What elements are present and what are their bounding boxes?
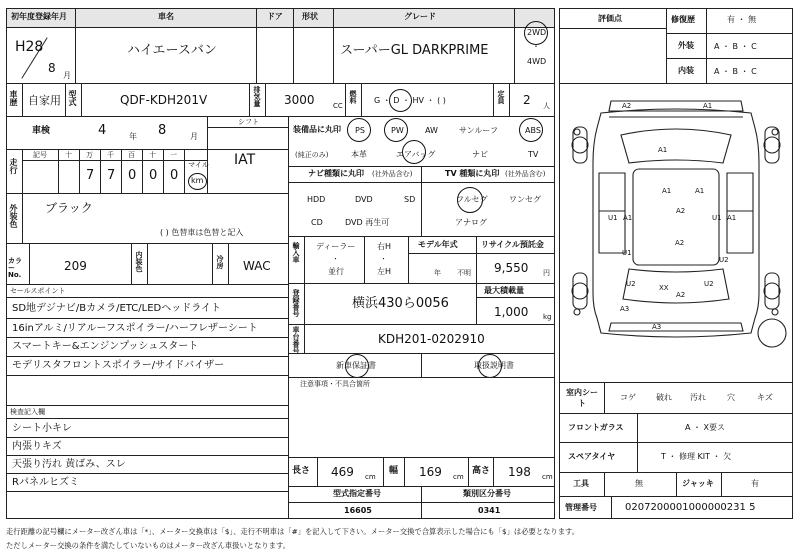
class-number-value: 0341 (478, 506, 501, 515)
load-label: 最大積載量 (484, 286, 524, 295)
diagram-label-9: U1 (712, 214, 722, 222)
inspection-year: 4 (98, 123, 107, 138)
mileage-unit-4: 百 (128, 151, 135, 159)
displacement-unit: CC (333, 102, 343, 110)
registration-label: 登録番号 (292, 289, 300, 317)
new-car-warranty: 新車保証書 (336, 361, 376, 370)
sales-point-1: SD地デジナビ/Bカメラ/ETC/LEDヘッドライト (12, 303, 221, 314)
spare-label: スペアタイヤ (568, 452, 616, 461)
drive-2wd: 2WD (527, 28, 547, 37)
navi-sub: (社外品含む) (372, 170, 413, 178)
color-no-label: カラーNo. (8, 257, 22, 279)
car-diagram (559, 83, 793, 383)
navi-cd: CD (311, 218, 323, 227)
equip-aw: AW (425, 126, 438, 135)
equip-sunroof: サンルーフ (459, 126, 498, 135)
color-value: ブラック (45, 201, 93, 215)
interior-color-label: 内装色 (135, 251, 143, 272)
mileage-digit-4: 0 (128, 168, 137, 183)
mileage-digit-6: 0 (170, 168, 179, 183)
import-left: 左H (377, 267, 392, 276)
import-parallel: 並行 (328, 267, 344, 276)
height-unit: cm (542, 473, 553, 481)
recycle-label: リサイクル預託金 (481, 240, 544, 249)
mileage-unit-3: 千 (107, 151, 114, 159)
jack-value: 有 (751, 479, 759, 488)
month-value: 8 (48, 61, 56, 75)
shift-label: シフト (238, 118, 259, 126)
navi-hdd: HDD (307, 195, 326, 204)
equip-ps: PS (355, 126, 365, 135)
footer-line-2: ただしメーター交換の条件を満たしていないものはメーター改ざん車扱いとなります。 (6, 541, 290, 550)
seat-item-2: 破れ (656, 393, 672, 402)
height-value: 198 (508, 465, 531, 479)
navi-sd: SD (404, 195, 416, 204)
height-label: 高さ (472, 466, 491, 476)
equip-tv: TV (528, 150, 539, 159)
navi-dvd-play: DVD 再生可 (345, 218, 390, 227)
equip-ps-circle (347, 118, 371, 142)
equip-leather: 本革 (351, 150, 367, 159)
grade-value: スーパーGL DARKPRIME (340, 43, 489, 58)
capacity-label: 定員 (497, 90, 505, 104)
inspector-item-1: シート小キレ (12, 423, 72, 434)
diagram-label-6: U1 (608, 214, 618, 222)
score-label: 評価点 (598, 14, 622, 23)
width-value: 169 (419, 465, 442, 479)
windshield-label: フロントガラス (568, 423, 624, 432)
usage-label: 車歴 (9, 90, 18, 106)
cooler-value: WAC (243, 259, 271, 273)
import-dealer: ディーラー (316, 242, 356, 251)
length-value: 469 (331, 465, 354, 479)
notes-block (288, 377, 555, 458)
capacity-value: 2 (523, 93, 531, 107)
sales-point-3: スマートキー&エンジンプッシュスタート (12, 341, 199, 352)
displacement-label: 排気量 (253, 86, 261, 107)
inspector-item-3: 天張り汚れ 黄ばみ、スレ (12, 459, 126, 470)
drive-4wd: 4WD (527, 57, 547, 66)
color-note: ( ) 色替車は色替と記入 (160, 228, 244, 237)
class-number-label: 類別区分番号 (463, 489, 511, 498)
sales-points-label: セールスポイント (10, 287, 66, 295)
tv-label: TV 種類に丸印 (445, 169, 500, 178)
equip-navi: ナビ (472, 150, 488, 159)
car-name-value: ハイエースバン (127, 43, 217, 58)
fuel-options: G ・ D ・ HV ・ ( ) (374, 96, 446, 105)
repair-options: 有 ・ 無 (727, 15, 757, 24)
diagram-label-5: A1 (695, 187, 705, 195)
management-value: 0207200001000000231 5 (625, 502, 756, 513)
model-year-value: 不明 (457, 269, 471, 277)
equip-pw-circle (384, 118, 408, 142)
diagram-label-10: A1 (727, 214, 737, 222)
footer-line-1: 走行距離の記号欄にメーター改ざん車は「*」、メーター交換車は「$」、走行不明車は「#」を記入して下さい。メーター交換で合算表示した場合にも「$」は必要となります。 (6, 527, 580, 536)
shape-label: 形状 (302, 12, 318, 21)
model-value: QDF-KDH201V (120, 93, 208, 107)
mileage-sign-label: 記号 (33, 151, 47, 159)
mileage-digit-3: 7 (107, 168, 116, 183)
cooler-label: 冷房 (216, 255, 224, 269)
chassis-value: KDH201-0202910 (378, 332, 485, 346)
exterior-label: 外装 (678, 41, 694, 50)
fuel-d-circle (389, 89, 412, 112)
seat-label: 室内シート (566, 388, 598, 408)
tools-label: 工具 (573, 479, 589, 488)
owners-manual: 取扱説明書 (474, 361, 514, 370)
mileage-unit-1: 十 (65, 151, 72, 159)
diagram-label-13: U2 (719, 256, 729, 264)
diagram-label-16: U2 (704, 280, 714, 288)
import-dot-2: ・ (380, 255, 387, 263)
tools-value: 無 (635, 479, 643, 488)
inspector-item-2: 内張りキズ (12, 441, 62, 452)
diagram-label-14: XX (659, 284, 669, 292)
km-label: km (191, 176, 204, 185)
spare-value: T ・ 修理 KIT ・ 欠 (661, 452, 732, 461)
diagram-label-3: A1 (658, 146, 668, 154)
equip-airbag-circle (402, 140, 426, 164)
registration-value: 横浜430ら0056 (352, 296, 449, 311)
inspection-month: 8 (158, 123, 167, 138)
color-label: 外装色 (9, 204, 18, 228)
mile-label: マイル (188, 161, 209, 169)
length-label: 長さ (292, 466, 311, 476)
diagram-label-19: A3 (652, 323, 662, 331)
year-label: 初年度登録年月 (11, 12, 67, 21)
recycle-unit: 円 (543, 269, 550, 277)
capacity-unit: 人 (543, 102, 550, 110)
tv-fullseg-circle (457, 187, 483, 213)
diagram-label-12: A2 (675, 239, 685, 247)
width-unit: cm (453, 473, 464, 481)
month-unit: 月 (63, 71, 71, 80)
type-designation-value: 16605 (344, 506, 372, 515)
chassis-label: 車台番号 (292, 326, 300, 354)
seat-item-4: 穴 (727, 393, 735, 402)
load-value: 1,000 (494, 305, 529, 319)
diagram-label-1: A2 (622, 102, 632, 110)
inspection-year-unit: 年 (129, 132, 137, 141)
mileage-digit-5: 0 (149, 168, 158, 183)
drive-dot: ・ (532, 42, 540, 51)
inspector-label: 検査記入欄 (10, 408, 45, 416)
inspection-label: 車検 (32, 126, 51, 136)
year-value: H28 (15, 39, 44, 55)
displacement-value: 3000 (284, 93, 315, 107)
type-designation-label: 型式指定番号 (333, 489, 381, 498)
tv-analog: アナログ (455, 218, 487, 227)
equip-pw: PW (391, 126, 404, 135)
diagram-label-17: A2 (676, 291, 686, 299)
import-label: 輸入車 (292, 242, 300, 263)
exterior-options: A ・ B ・ C (714, 42, 757, 51)
mileage-digit-2: 7 (86, 168, 95, 183)
diagram-label-8: A2 (676, 207, 686, 215)
door-label: ドア (267, 12, 283, 21)
import-right: 右H (377, 242, 392, 251)
sales-point-4: モデリスタフロントスポイラー/サイドバイザー (12, 360, 225, 371)
recycle-value: 9,550 (494, 261, 529, 275)
length-unit: cm (365, 473, 376, 481)
equipment-sublabel: (純正のみ) (295, 151, 329, 159)
diagram-label-15: U2 (626, 280, 636, 288)
equip-abs-circle (519, 118, 543, 142)
mileage-label: 走行 (9, 158, 18, 174)
management-label: 管理番号 (565, 503, 597, 512)
diagram-label-11: U1 (622, 249, 632, 257)
tv-fullseg: フルセグ (456, 195, 488, 204)
tv-oneseg: ワンセグ (509, 195, 541, 204)
spec-row (6, 83, 555, 117)
sales-point-2: 16inアルミ/リアルーフスポイラー/ハーフレザーシート (12, 323, 258, 334)
load-unit: kg (543, 313, 552, 321)
model-label: 型式 (68, 90, 77, 106)
inspection-month-unit: 月 (190, 132, 198, 141)
windshield-value: A ・ X要ス (685, 423, 726, 432)
seat-item-1: コゲ (620, 393, 636, 402)
grade-label: グレード (404, 12, 436, 21)
diagram-label-7: A1 (623, 214, 633, 222)
seat-item-5: キズ (757, 393, 773, 402)
shift-value: IAT (234, 152, 256, 168)
interior-options: A ・ B ・ C (714, 67, 757, 76)
diagram-label-18: A3 (620, 305, 630, 313)
interior-label: 内装 (678, 66, 694, 75)
import-dot-1: ・ (332, 255, 339, 263)
owners-manual-circle (478, 354, 502, 378)
diagram-label-4: A1 (662, 187, 672, 195)
car-name-label: 車名 (158, 12, 174, 21)
mileage-unit-6: 一 (170, 151, 177, 159)
width-label: 幅 (389, 466, 399, 476)
color-no-value: 209 (64, 259, 87, 273)
notes-label: 注意事項・不具合箇所 (300, 380, 370, 388)
equipment-label: 装備品に丸印 (293, 125, 341, 134)
model-year-label: モデル年式 (418, 240, 458, 249)
tv-sub: (社外品含む) (505, 170, 546, 178)
mileage-block (6, 149, 289, 194)
model-year-year: 年 (434, 269, 441, 277)
mileage-unit-2: 万 (86, 151, 93, 159)
navi-label: ナビ種類に丸印 (308, 169, 364, 178)
new-car-warranty-circle (345, 354, 369, 378)
navi-dvd: DVD (355, 195, 373, 204)
usage-value: 自家用 (28, 94, 61, 107)
inspector-item-4: Rパネルヒズミ (12, 477, 79, 488)
diagram-label-2: A1 (703, 102, 713, 110)
seat-item-3: 汚れ (690, 393, 706, 402)
equip-abs: ABS (525, 126, 541, 135)
repair-label: 修復歴 (671, 15, 695, 24)
fuel-label: 燃料 (349, 90, 357, 104)
mileage-unit-5: 十 (149, 151, 156, 159)
equip-airbag: エアバッグ (396, 150, 436, 159)
jack-label: ジャッキ (682, 479, 714, 488)
